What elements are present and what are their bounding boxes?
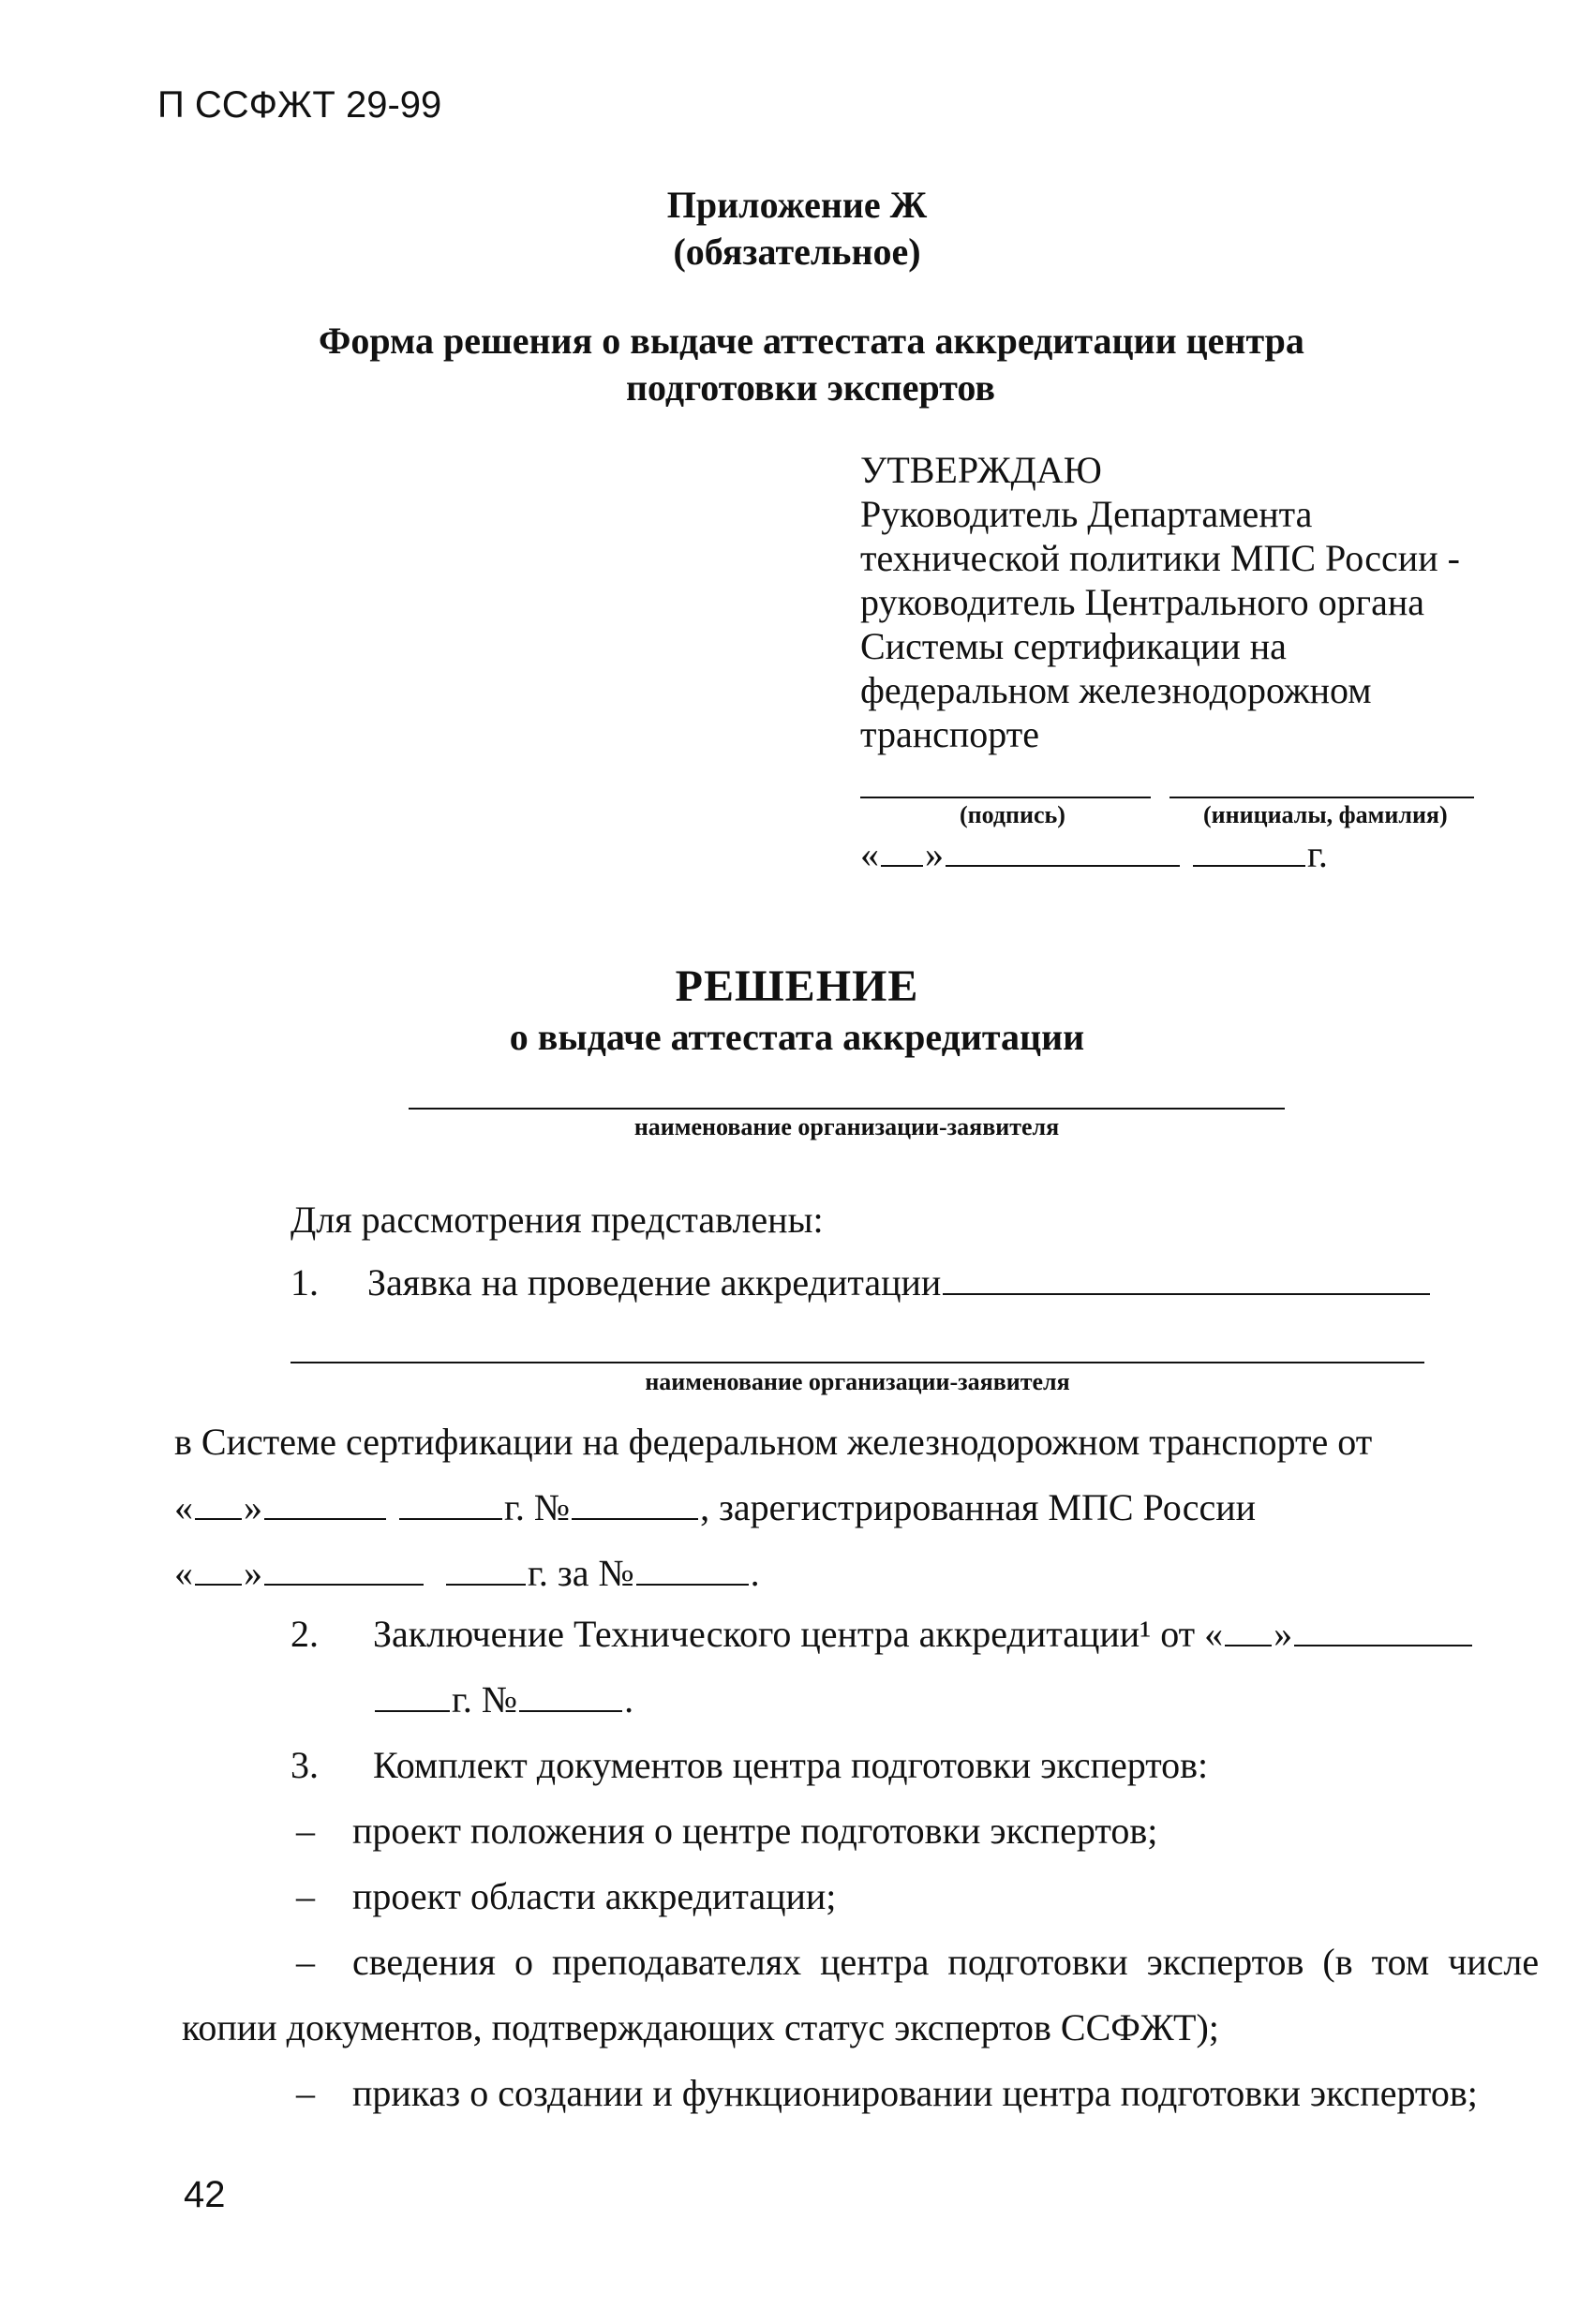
month-blank bbox=[264, 1517, 386, 1520]
year-suffix: г. bbox=[1307, 833, 1328, 875]
year-number-label: г. № bbox=[504, 1486, 571, 1528]
number-blank bbox=[636, 1583, 749, 1586]
bullet-dash: – bbox=[296, 1875, 315, 1917]
approval-line: Руководитель Департамента bbox=[860, 493, 1313, 535]
month-blank bbox=[946, 864, 1180, 867]
org-name-line-2 bbox=[290, 1362, 1424, 1363]
bullet-item-continuation: копии документов, подтверждающих статус экспертов ССФЖТ); bbox=[182, 2006, 1219, 2048]
decision-title: РЕШЕНИЕ bbox=[675, 961, 919, 1011]
bullet-item: сведения о преподавателях центра подготовки экспертов (в том числе bbox=[352, 1941, 1540, 1983]
quote-close: » bbox=[925, 833, 944, 875]
approval-line: Системы сертификации на bbox=[860, 625, 1287, 667]
quote-open: « bbox=[860, 833, 879, 875]
period: . bbox=[750, 1552, 760, 1594]
quote-open: « bbox=[174, 1486, 193, 1528]
registered-text: , зарегистрированная МПС России bbox=[700, 1486, 1257, 1528]
approval-line: технической политики МПС России - bbox=[860, 537, 1460, 579]
day-blank bbox=[195, 1517, 242, 1520]
quote-close: » bbox=[244, 1552, 262, 1594]
appendix-title: Приложение Ж bbox=[666, 184, 928, 226]
item2-line2 bbox=[373, 1677, 633, 1721]
year-blank bbox=[1193, 864, 1305, 867]
item1-label: Заявка на проведение аккредитации bbox=[367, 1261, 942, 1304]
org-name-caption-2: наименование организации-заявителя bbox=[645, 1368, 1070, 1395]
day-blank bbox=[881, 864, 923, 867]
system-line: в Системе сертификации на федеральном железнодорожном транспорте от bbox=[174, 1421, 1373, 1463]
signature-caption: (подпись) bbox=[960, 801, 1065, 828]
number-blank bbox=[519, 1709, 622, 1712]
approval-line: руководитель Центрального органа bbox=[860, 581, 1424, 623]
form-title-line2: подготовки экспертов bbox=[626, 366, 995, 409]
year-blank bbox=[446, 1583, 526, 1586]
quote-close: » bbox=[1274, 1613, 1293, 1655]
bullet-item: проект положения о центре подготовки экспертов; bbox=[352, 1810, 1158, 1852]
org-name-line bbox=[409, 1108, 1285, 1110]
intro-text: Для рассмотрения представлены: bbox=[290, 1199, 824, 1241]
decision-subtitle: о выдаче аттестата аккредитации bbox=[509, 1016, 1085, 1058]
registration-line bbox=[174, 1485, 1256, 1529]
org-name-caption: наименование организации-заявителя bbox=[633, 1113, 1060, 1140]
year-blank bbox=[399, 1517, 502, 1520]
document-code: П ССФЖТ 29-99 bbox=[157, 84, 442, 126]
year-za-label: г. за № bbox=[528, 1552, 634, 1594]
approval-line: транспорте bbox=[860, 713, 1039, 755]
form-title-line1: Форма решения о выдаче аттестата аккредитации центра bbox=[319, 320, 1304, 362]
number-blank bbox=[572, 1517, 698, 1520]
approval-date bbox=[860, 832, 1328, 876]
year-number-label: г. № bbox=[452, 1678, 518, 1721]
bullet-item: приказ о создании и функционировании центра подготовки экспертов; bbox=[352, 2072, 1478, 2114]
year-blank bbox=[375, 1709, 450, 1712]
item3-number: 3. bbox=[290, 1744, 319, 1786]
approval-heading: УТВЕРЖДАЮ bbox=[860, 449, 1102, 491]
bullet-dash: – bbox=[296, 1810, 315, 1852]
appendix-note: (обязательное) bbox=[673, 231, 921, 273]
approval-line: федеральном железнодорожном bbox=[860, 669, 1372, 711]
item1-number: 1. bbox=[290, 1261, 319, 1304]
item1-text bbox=[367, 1260, 1432, 1304]
bullet-dash: – bbox=[296, 1941, 315, 1983]
page-number: 42 bbox=[184, 2174, 226, 2215]
item2-number: 2. bbox=[290, 1613, 319, 1655]
day-blank bbox=[195, 1583, 242, 1586]
month-blank bbox=[264, 1583, 424, 1586]
signature-line bbox=[860, 797, 1151, 798]
name-caption: (инициалы, фамилия) bbox=[1203, 801, 1448, 828]
quote-open: « bbox=[174, 1552, 193, 1594]
item2-text bbox=[373, 1612, 1474, 1656]
period: . bbox=[624, 1678, 634, 1721]
name-line bbox=[1169, 797, 1474, 798]
item3-text: Комплект документов центра подготовки экспертов: bbox=[373, 1744, 1209, 1786]
item2-label: Заключение Технического центра аккредитации¹ от « bbox=[373, 1613, 1224, 1655]
day-blank bbox=[1225, 1644, 1272, 1646]
bullet-dash: – bbox=[296, 2072, 315, 2114]
month-blank bbox=[1294, 1644, 1472, 1646]
registration-line-2 bbox=[174, 1551, 760, 1595]
bullet-item: проект области аккредитации; bbox=[352, 1875, 837, 1917]
item1-blank bbox=[943, 1292, 1430, 1295]
quote-close: » bbox=[244, 1486, 262, 1528]
